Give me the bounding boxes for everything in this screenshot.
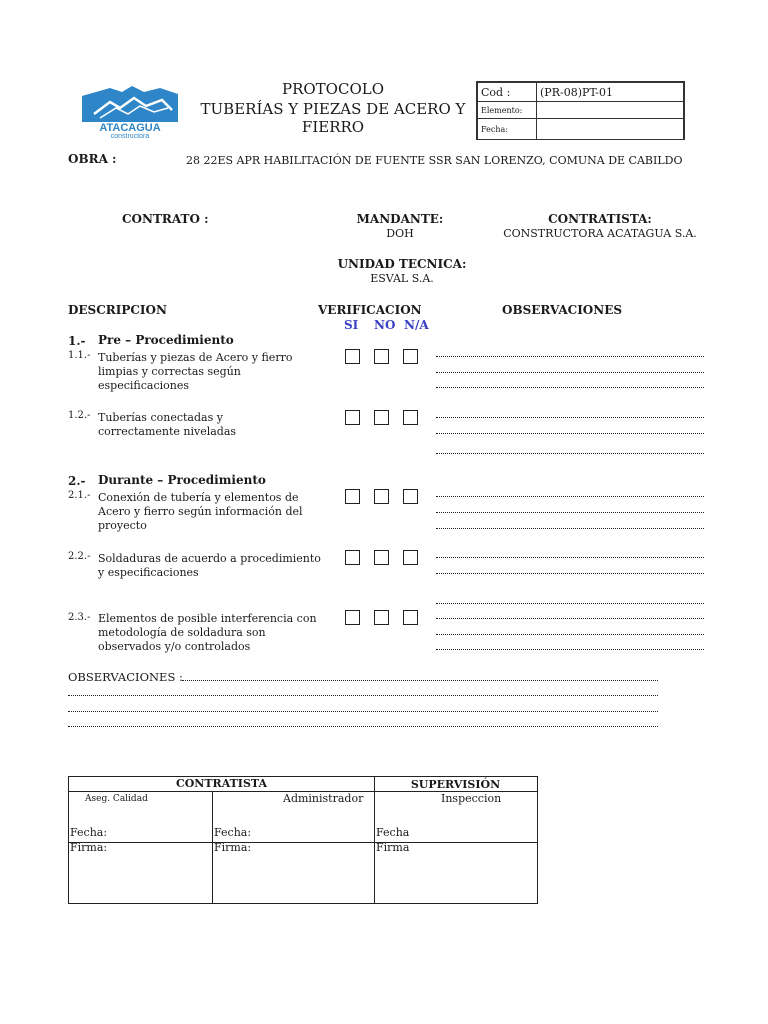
section-2-number: 2.- <box>68 474 86 488</box>
elemento-label: Elemento: <box>478 102 537 119</box>
item-2-2-obs-line-3[interactable] <box>436 603 704 604</box>
sig-contratista-header: CONTRATISTA <box>175 777 268 790</box>
cod-value[interactable]: (PR-08)PT-01 <box>537 83 684 102</box>
item-2-2-obs-line-1[interactable] <box>436 557 704 558</box>
item-2-1-text: Conexión de tubería y elementos de Acero y fierro según información del proyecto <box>98 491 303 532</box>
item-2-3-obs-line-2[interactable] <box>436 634 704 635</box>
item-1-1-obs-line-2[interactable] <box>436 372 704 373</box>
item-2-3-obs-line-1[interactable] <box>436 618 704 619</box>
observaciones-line-1[interactable] <box>182 680 658 681</box>
verificacion-header: VERIFICACION <box>318 303 422 317</box>
item-2-1-no-checkbox[interactable] <box>374 489 389 504</box>
item-2-1-number: 2.1.- <box>68 490 91 501</box>
code-box <box>476 81 685 140</box>
item-1-2-obs-line-2[interactable] <box>436 433 704 434</box>
item-2-3-number: 2.3.- <box>68 612 91 623</box>
company-logo <box>80 86 180 138</box>
obra-value: 28 22ES APR HABILITACIÓN DE FUENTE SSR SAN LORENZO, COMUNA DE CABILDO <box>186 154 683 167</box>
unidad-value: ESVAL S.A. <box>370 272 434 285</box>
item-2-3-obs-line-3[interactable] <box>436 649 704 650</box>
item-2-2-no-checkbox[interactable] <box>374 550 389 565</box>
item-2-1-obs-line-2[interactable] <box>436 512 704 513</box>
sig-aseg-calidad-label: Aseg. Calidad <box>85 794 148 804</box>
section-2-title: Durante – Procedimiento <box>98 473 266 487</box>
item-2-2-number: 2.2.- <box>68 551 91 562</box>
si-header: SI <box>344 318 359 332</box>
obra-label: OBRA : <box>68 152 117 166</box>
sig-firma-aseg[interactable]: Firma: <box>70 841 108 854</box>
cod-label: Cod : <box>478 83 537 102</box>
item-2-3-no-checkbox[interactable] <box>374 610 389 625</box>
atacagua-logo-icon <box>80 86 180 138</box>
item-2-2-obs-line-2[interactable] <box>436 573 704 574</box>
na-header: N/A <box>404 318 429 332</box>
item-1-2-number: 1.2.- <box>68 410 91 421</box>
item-2-1-si-checkbox[interactable] <box>345 489 360 504</box>
sig-supervision-header: SUPERVISIÓN <box>410 778 501 791</box>
logo-brand-text: ATACAGUA <box>99 122 161 134</box>
sig-col-divider-1 <box>212 791 213 903</box>
item-2-2-si-checkbox[interactable] <box>345 550 360 565</box>
item-1-2-no-checkbox[interactable] <box>374 410 389 425</box>
observaciones-line-3[interactable] <box>68 711 658 712</box>
title-line-3: FIERRO <box>301 118 365 136</box>
sig-firma-admin[interactable]: Firma: <box>214 841 252 854</box>
item-1-2-na-checkbox[interactable] <box>403 410 418 425</box>
sig-fecha-admin[interactable]: Fecha: <box>214 826 252 839</box>
item-1-2-obs-line-3[interactable] <box>436 453 704 454</box>
contrato-label: CONTRATO : <box>122 212 209 226</box>
item-1-1-text: Tuberías y piezas de Acero y fierro limpias y correctas según especificaciones <box>98 351 293 392</box>
item-1-1-number: 1.1.- <box>68 350 91 361</box>
sig-fecha-aseg[interactable]: Fecha: <box>70 826 108 839</box>
observaciones-line-4[interactable] <box>68 726 658 727</box>
mandante-label: MANDANTE: <box>356 212 444 226</box>
item-2-3-si-checkbox[interactable] <box>345 610 360 625</box>
fecha-value[interactable] <box>537 119 684 140</box>
title-line-1: PROTOCOLO <box>281 80 385 98</box>
observaciones-label: OBSERVACIONES : <box>68 670 183 684</box>
sig-firma-inspeccion[interactable]: Firma <box>376 841 410 854</box>
item-2-1-obs-line-3[interactable] <box>436 528 704 529</box>
item-1-2-text: Tuberías conectadas y correctamente niveladas <box>98 411 237 438</box>
sig-fecha-inspeccion[interactable]: Fecha <box>376 826 410 839</box>
item-1-1-obs-line-1[interactable] <box>436 356 704 357</box>
unidad-label: UNIDAD TECNICA: <box>337 257 467 271</box>
title-line-2: TUBERÍAS Y PIEZAS DE ACERO Y <box>200 100 466 118</box>
item-2-1-obs-line-1[interactable] <box>436 496 704 497</box>
mandante-value: DOH <box>386 227 414 240</box>
observaciones-header: OBSERVACIONES <box>502 303 623 317</box>
descripcion-header: DESCRIPCION <box>68 303 167 317</box>
contratista-value: CONSTRUCTORA ACATAGUA S.A. <box>503 227 697 240</box>
item-2-3-text: Elementos de posible interferencia con metodología de soldadura son observados y/o controlados <box>98 612 317 653</box>
observaciones-line-2[interactable] <box>68 695 658 696</box>
sig-col-divider-2 <box>374 777 375 903</box>
item-2-1-na-checkbox[interactable] <box>403 489 418 504</box>
item-2-2-na-checkbox[interactable] <box>403 550 418 565</box>
fecha-label: Fecha: <box>478 119 537 140</box>
item-1-1-obs-line-3[interactable] <box>436 387 704 388</box>
item-1-1-si-checkbox[interactable] <box>345 349 360 364</box>
elemento-value[interactable] <box>537 102 684 119</box>
sig-administrador-label: Administrador <box>283 792 364 805</box>
no-header: NO <box>374 318 396 332</box>
contratista-label: CONTRATISTA: <box>548 212 652 226</box>
item-2-2-text: Soldaduras de acuerdo a procedimiento y especificaciones <box>98 552 321 579</box>
item-1-1-na-checkbox[interactable] <box>403 349 418 364</box>
item-1-1-no-checkbox[interactable] <box>374 349 389 364</box>
sig-row-divider <box>69 842 537 843</box>
signature-table <box>68 776 538 904</box>
item-2-3-na-checkbox[interactable] <box>403 610 418 625</box>
section-1-title: Pre – Procedimiento <box>98 333 234 347</box>
section-1-number: 1.- <box>68 334 86 348</box>
sig-inspeccion-label: Inspeccion <box>441 792 502 805</box>
item-1-2-obs-line-1[interactable] <box>436 417 704 418</box>
item-1-2-si-checkbox[interactable] <box>345 410 360 425</box>
logo-sub-text: constructora <box>110 133 150 138</box>
